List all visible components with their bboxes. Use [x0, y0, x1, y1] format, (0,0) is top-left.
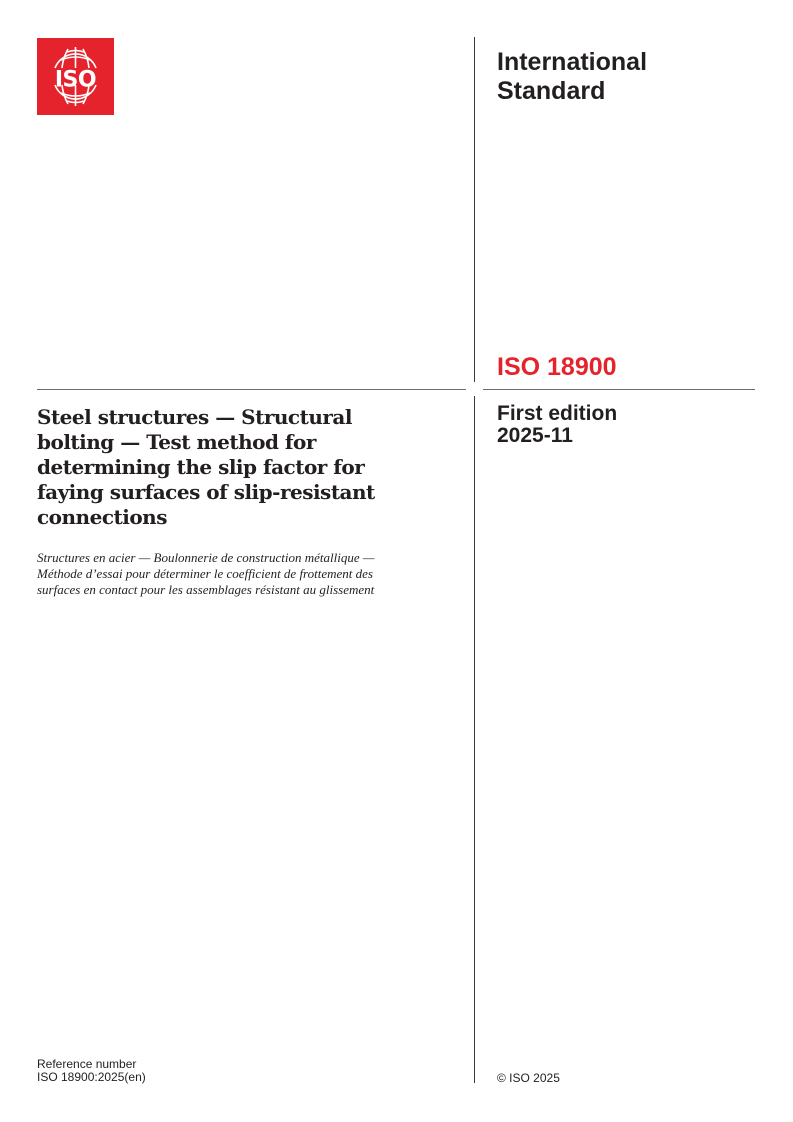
document-number: ISO 18900: [497, 353, 617, 381]
vertical-divider-top: [474, 37, 475, 382]
french-title-line: Méthode d’essai pour déterminer le coefficient de frottement des: [37, 566, 373, 581]
reference-value: ISO 18900:2025(en): [37, 1070, 146, 1084]
edition-date: 2025-11: [497, 424, 573, 447]
french-title-line: surfaces en contact pour les assemblages résistant au glissement: [37, 582, 375, 597]
document-type-line: International: [497, 48, 648, 76]
title-line: faying surfaces of slip-resistant: [37, 480, 375, 504]
english-title: [37, 405, 457, 530]
reference-number: [37, 1058, 146, 1084]
document-type-line: Standard: [497, 77, 606, 105]
copyright-notice: © ISO 2025: [497, 1071, 560, 1085]
french-title-line: Structures en acier — Boulonnerie de construction métallique —: [37, 550, 375, 565]
iso-logo: [37, 38, 114, 115]
edition-info: [497, 403, 617, 447]
horizontal-divider-right: [483, 389, 755, 390]
document-type: [497, 48, 647, 106]
svg-text:ISO: ISO: [54, 67, 97, 93]
title-line: bolting — Test method for: [37, 430, 316, 454]
title-line: determining the slip factor for: [37, 455, 365, 479]
french-title: [37, 550, 457, 598]
title-line: connections: [37, 505, 167, 529]
edition-label: First edition: [497, 402, 618, 425]
horizontal-divider-left: [37, 389, 466, 390]
reference-label: Reference number: [37, 1057, 137, 1071]
vertical-divider-bottom: [474, 396, 475, 1083]
title-line: Steel structures — Structural: [37, 405, 352, 429]
iso-globe-logo-icon: [37, 38, 114, 115]
